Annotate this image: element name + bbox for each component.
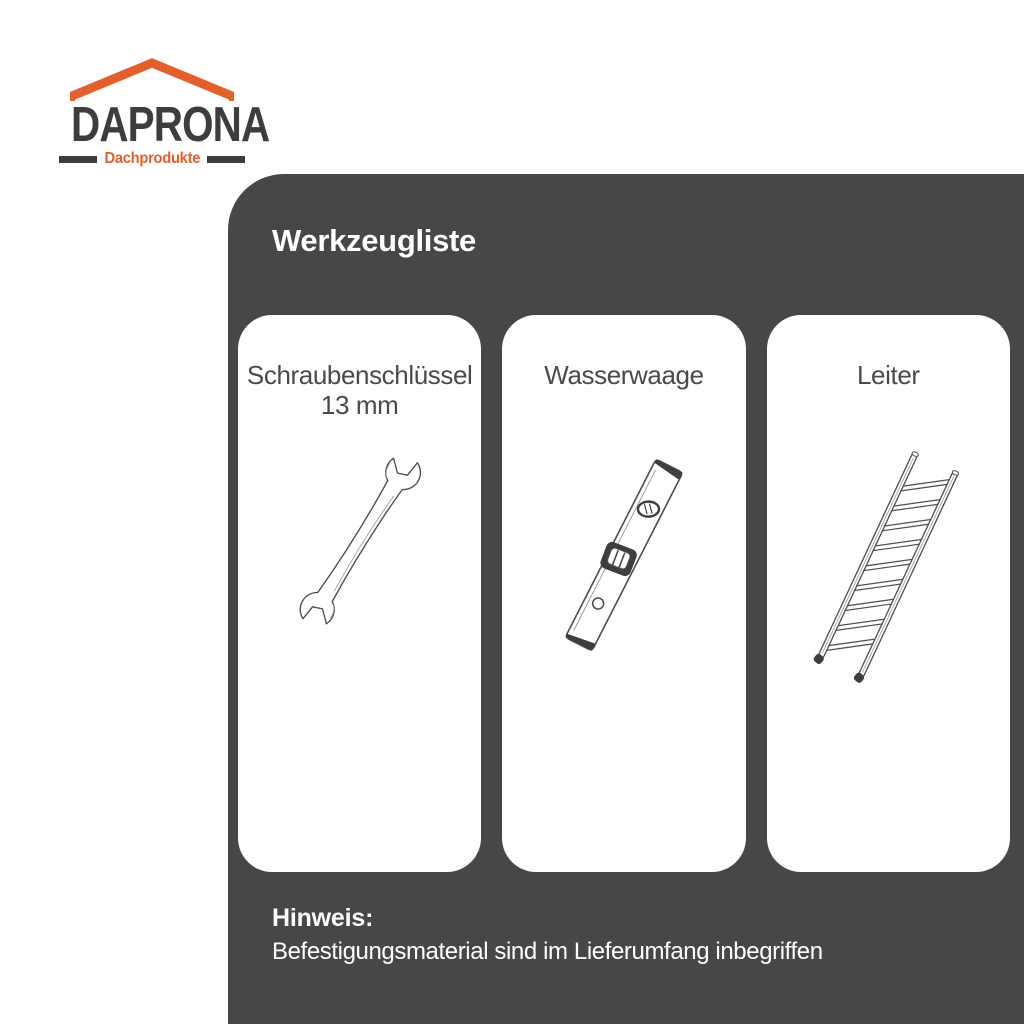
brand-name: DAPRONA <box>71 95 270 152</box>
tool-card-label: Wasserwaage <box>544 360 704 390</box>
brand-tagline-row <box>64 150 240 168</box>
tool-card-ladder <box>767 315 1010 872</box>
panel-title: Werkzeugliste <box>272 223 476 258</box>
ladder-icon <box>766 423 1010 703</box>
brand-logo <box>0 0 270 180</box>
spirit-level-icon <box>502 415 746 695</box>
tagline-right-bar <box>207 156 245 163</box>
note-heading: Hinweis: <box>272 904 374 932</box>
tools-panel <box>228 174 1024 1024</box>
tagline-left-bar <box>59 156 97 163</box>
tool-card-spirit-level <box>502 315 745 872</box>
tool-card-label: Leiter <box>857 360 920 390</box>
brand-tagline: Dachprodukte <box>104 150 200 167</box>
tool-card-wrench <box>238 315 481 872</box>
wrench-icon <box>238 403 482 683</box>
tool-card-label: Schraubenschlüssel 13 mm <box>246 360 473 420</box>
tool-cards <box>238 315 1010 872</box>
note-block <box>272 904 823 967</box>
note-text: Befestigungsmaterial sind im Lieferumfang inbegriffen <box>272 938 823 965</box>
